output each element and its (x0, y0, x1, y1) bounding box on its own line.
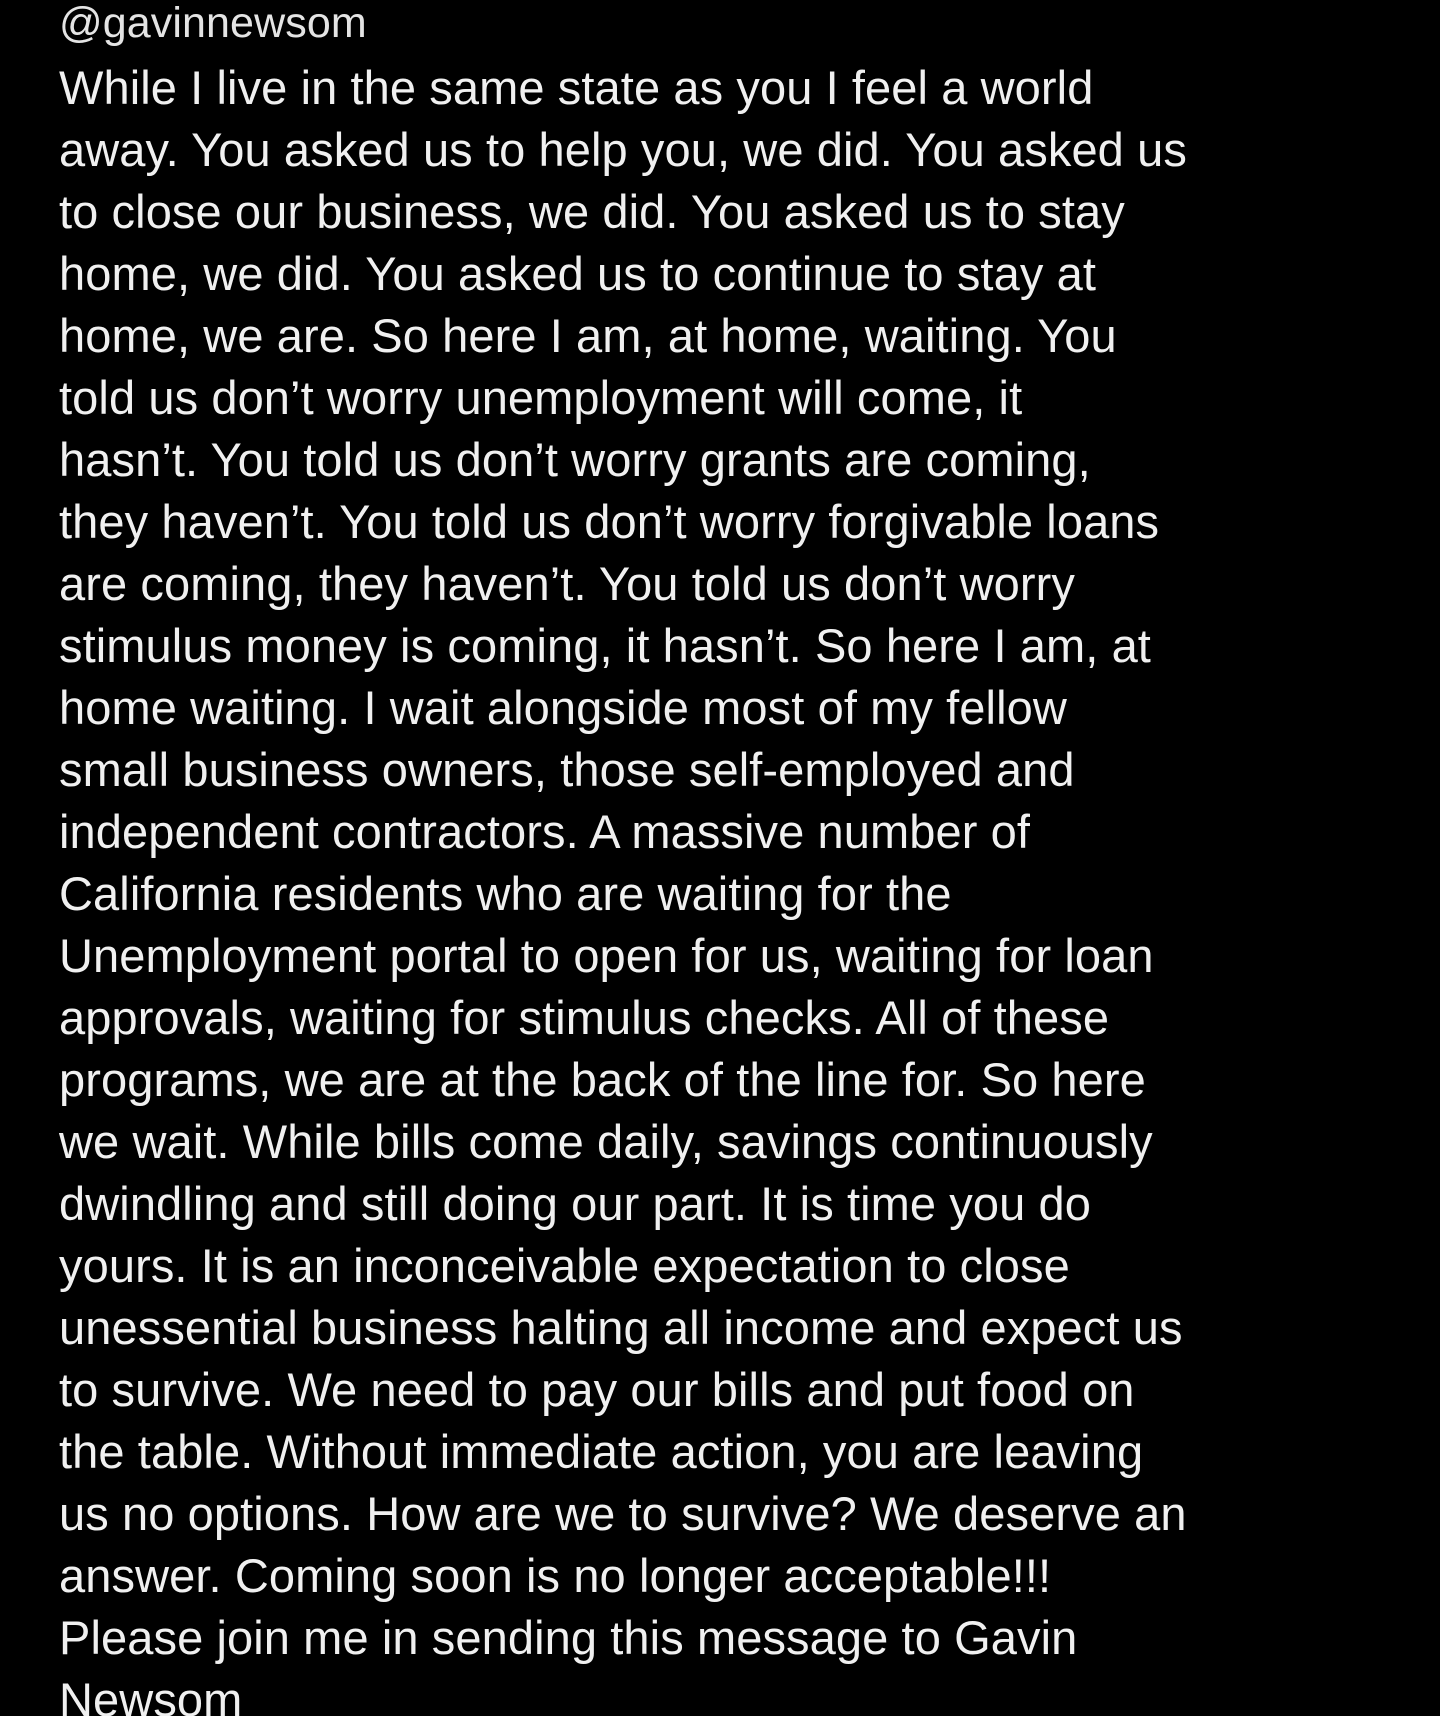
body-line: Unemployment portal to open for us, waiting for loan (59, 929, 1154, 982)
body-line: While I live in the same state as you I feel a world (59, 61, 1094, 114)
body-line: approvals, waiting for stimulus checks. All of these (59, 991, 1110, 1044)
body-line: unessential business halting all income and expect us (59, 1301, 1183, 1354)
body-line: Newsom (59, 1673, 243, 1716)
body-line: away. You asked us to help you, we did. You asked us (59, 123, 1187, 176)
body-line: dwindling and still doing our part. It is time you do (59, 1177, 1092, 1230)
body-line: home, we did. You asked us to continue to stay at (59, 247, 1096, 300)
body-line: small business owners, those self-employed and (59, 743, 1075, 796)
mention-handle[interactable]: @gavinnewsom (59, 0, 367, 47)
body-line: to close our business, we did. You asked us to stay (59, 185, 1125, 238)
body-line: stimulus money is coming, it hasn’t. So here I am, at (59, 619, 1151, 672)
body-line: to survive. We need to pay our bills and put food on (59, 1363, 1135, 1416)
body-line: programs, we are at the back of the line for. So here (59, 1053, 1146, 1106)
body-line: independent contractors. A massive number of (59, 805, 1031, 858)
body-line: are coming, they haven’t. You told us don’t worry (59, 557, 1075, 610)
body-line: told us don’t worry unemployment will come, it (59, 371, 1023, 424)
body-line: answer. Coming soon is no longer acceptable!!! (59, 1549, 1052, 1602)
body-line: we wait. While bills come daily, savings continuously (59, 1115, 1153, 1168)
body-line: home, we are. So here I am, at home, waiting. You (59, 309, 1117, 362)
body-line: California residents who are waiting for the (59, 867, 952, 920)
body-line: yours. It is an inconceivable expectation to close (59, 1239, 1070, 1292)
body-line: Please join me in sending this message to Gavin (59, 1611, 1078, 1664)
body-line: us no options. How are we to survive? We deserve an (59, 1487, 1187, 1540)
body-line: they haven’t. You told us don’t worry forgivable loans (59, 495, 1160, 548)
body-line: home waiting. I wait alongside most of my fellow (59, 681, 1067, 734)
body-line: hasn’t. You told us don’t worry grants are coming, (59, 433, 1091, 486)
body-line: the table. Without immediate action, you are leaving (59, 1425, 1144, 1478)
